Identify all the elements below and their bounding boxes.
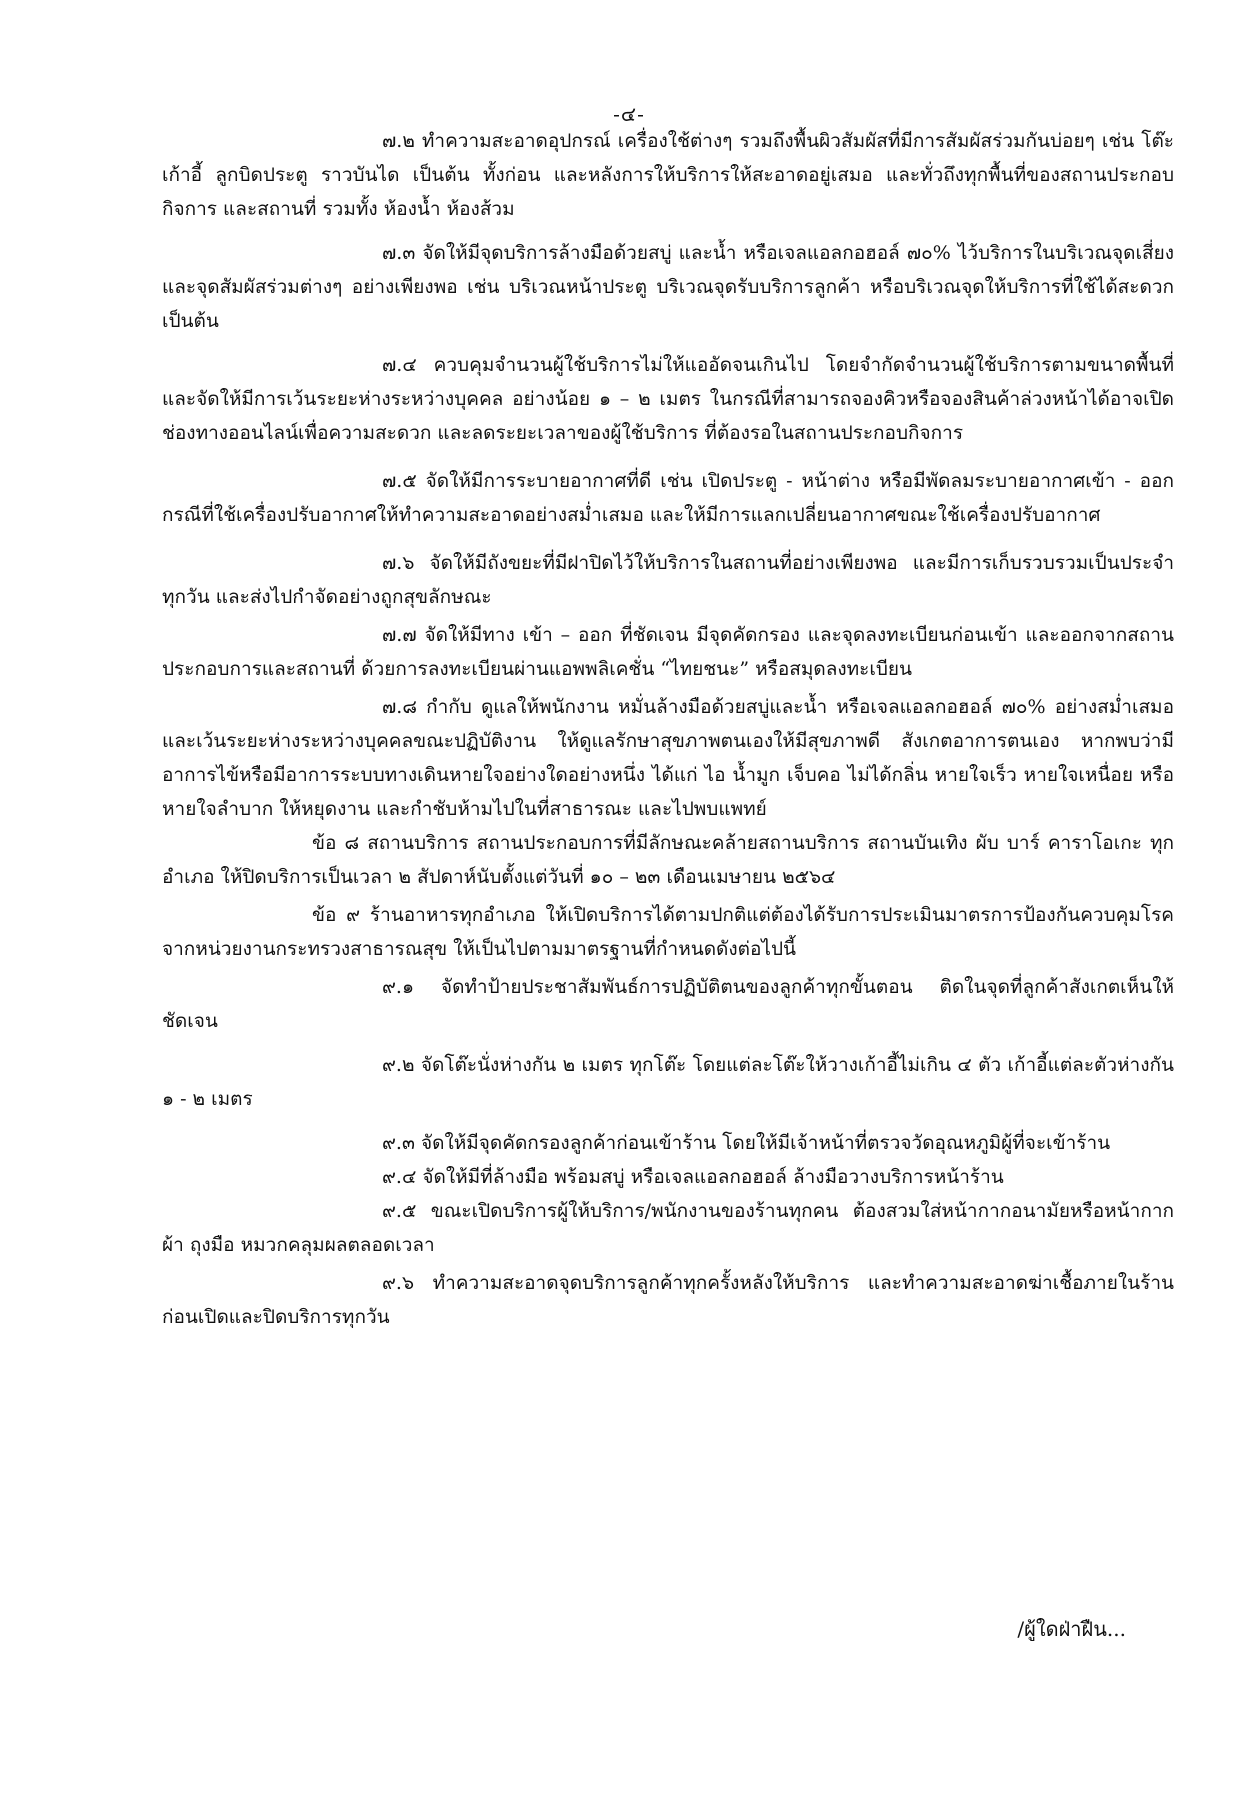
paragraph-7-5: ๗.๕ จัดให้มีการระบายอากาศที่ดี เช่น เปิดประตู - หน้าต่าง หรือมีพัดลมระบายอากาศเข้า - ออก กรณีที่ใช้เครื่องปรับอากาศให้ทำความสะอาดอย่างสม่ำเสมอ และให้มีการแลกเปลี่ยนอากาศขณะใช้เครื่องปรับอากาศ <box>162 470 1174 526</box>
clause-9: ข้อ ๙ ร้านอาหารทุกอำเภอ ให้เปิดบริการได้ตามปกติแต่ต้องได้รับการประเมินมาตรการป้องกันควบคุมโรคจากหน่วยงานกระทรวงสาธารณสุข ให้เป็นไปตามมาตรฐานที่กำหนดดังต่อไปนี้ <box>162 904 1174 960</box>
paragraph-7-4: ๗.๔ ควบคุมจำนวนผู้ใช้บริการไม่ให้แออัดจนเกินไป โดยจำกัดจำนวนผู้ใช้บริการตามขนาดพื้นที่และจัดให้มีการเว้นระยะห่างระหว่างบุคคล อย่างน้อย ๑ – ๒ เมตร ในกรณีที่สามารถจองคิวหรือจองสินค้าล่วงหน้าได้อาจเปิดช่องทางออนไลน์เพื่อความสะดวก และลดระยะเวลาของผู้ใช้บริการ ที่ต้องรอในสถานประกอบกิจการ <box>162 354 1174 444</box>
next-page-continuation: /ผู้ใดฝ่าฝืน... <box>1017 1617 1126 1641</box>
paragraph-7-2: ๗.๒ ทำความสะอาดอุปกรณ์ เครื่องใช้ต่างๆ รวมถึงพื้นผิวสัมผัสที่มีการสัมผัสร่วมกันบ่อยๆ เช่น โต๊ะ เก้าอี้ ลูกบิดประตู ราวบันได เป็นต้น ทั้งก่อน และหลังการให้บริการให้สะอาดอยู่เสมอ และทั่วถึงทุกพื้นที่ของสถานประกอบกิจการ และสถานที่ รวมทั้ง ห้องน้ำ ห้องส้วม <box>162 130 1174 220</box>
paragraph-9-3: ๙.๓ จัดให้มีจุดคัดกรองลูกค้าก่อนเข้าร้าน โดยให้มีเจ้าหน้าที่ตรวจวัดอุณหภูมิผู้ที่จะเข้าร้าน <box>382 1132 1111 1154</box>
paragraph-9-6: ๙.๖ ทำความสะอาดจุดบริการลูกค้าทุกครั้งหลังให้บริการ และทำความสะอาดฆ่าเชื้อภายในร้านก่อนเปิดและปิดบริการทุกวัน <box>162 1272 1174 1328</box>
paragraph-7-7: ๗.๗ จัดให้มีทาง เข้า – ออก ที่ชัดเจน มีจุดคัดกรอง และจุดลงทะเบียนก่อนเข้า และออกจากสถานประกอบการและสถานที่ ด้วยการลงทะเบียนผ่านแอพพลิเคชั่น “ไทยชนะ” หรือสมุดลงทะเบียน <box>162 624 1174 680</box>
document-body <box>162 124 1174 1334</box>
paragraph-9-4: ๙.๔ จัดให้มีที่ล้างมือ พร้อมสบู่ หรือเจลแอลกอฮอล์ ล้างมือวางบริการหน้าร้าน <box>382 1166 1004 1188</box>
page-number: -๔- <box>613 102 645 126</box>
paragraph-9-2: ๙.๒ จัดโต๊ะนั่งห่างกัน ๒ เมตร ทุกโต๊ะ โดยแต่ละโต๊ะให้วางเก้าอี้ไม่เกิน ๔ ตัว เก้าอี้แต่ละตัวห่างกัน ๑ - ๒ เมตร <box>162 1054 1174 1110</box>
paragraph-7-6: ๗.๖ จัดให้มีถังขยะที่มีฝาปิดไว้ให้บริการในสถานที่อย่างเพียงพอ และมีการเก็บรวบรวมเป็นประจำทุกวัน และส่งไปกำจัดอย่างถูกสุขลักษณะ <box>162 552 1174 608</box>
clause-8: ข้อ ๘ สถานบริการ สถานประกอบการที่มีลักษณะคล้ายสถานบริการ สถานบันเทิง ผับ บาร์ คาราโอเกะ ทุกอำเภอ ให้ปิดบริการเป็นเวลา ๒ สัปดาห์นับตั้งแต่วันที่ ๑๐ – ๒๓ เดือนเมษายน ๒๕๖๔ <box>162 832 1174 888</box>
paragraph-7-8: ๗.๘ กำกับ ดูแลให้พนักงาน หมั่นล้างมือด้วยสบู่และน้ำ หรือเจลแอลกอฮอล์ ๗๐% อย่างสม่ำเสมอ และเว้นระยะห่างระหว่างบุคคลขณะปฏิบัติงาน ให้ดูแลรักษาสุขภาพตนเองให้มีสุขภาพดี สังเกตอาการตนเอง หากพบว่ามีอาการไข้หรือมีอาการระบบทางเดินหายใจอย่างใดอย่างหนึ่ง ได้แก่ ไอ น้ำมูก เจ็บคอ ไม่ได้กลิ่น หายใจเร็ว หายใจเหนื่อย หรือหายใจลำบาก ให้หยุดงาน และกำชับห้ามไปในที่สาธารณะ และไปพบแพทย์ <box>162 696 1174 820</box>
paragraph-9-1: ๙.๑ จัดทำป้ายประชาสัมพันธ์การปฏิบัติตนของลูกค้าทุกขั้นตอน ติดในจุดที่ลูกค้าสังเกตเห็นให้ชัดเจน <box>162 976 1174 1032</box>
paragraph-9-5: ๙.๕ ขณะเปิดบริการผู้ให้บริการ/พนักงานของร้านทุกคน ต้องสวมใส่หน้ากากอนามัยหรือหน้ากากผ้า ถุงมือ หมวกคลุมผลตลอดเวลา <box>162 1200 1174 1256</box>
paragraph-7-3: ๗.๓ จัดให้มีจุดบริการล้างมือด้วยสบู่ และน้ำ หรือเจลแอลกอฮอล์ ๗๐% ไว้บริการในบริเวณจุดเสี่ยงและจุดสัมผัสร่วมต่างๆ อย่างเพียงพอ เช่น บริเวณหน้าประตู บริเวณจุดรับบริการลูกค้า หรือบริเวณจุดให้บริการที่ใช้ได้สะดวก เป็นต้น <box>162 242 1174 332</box>
